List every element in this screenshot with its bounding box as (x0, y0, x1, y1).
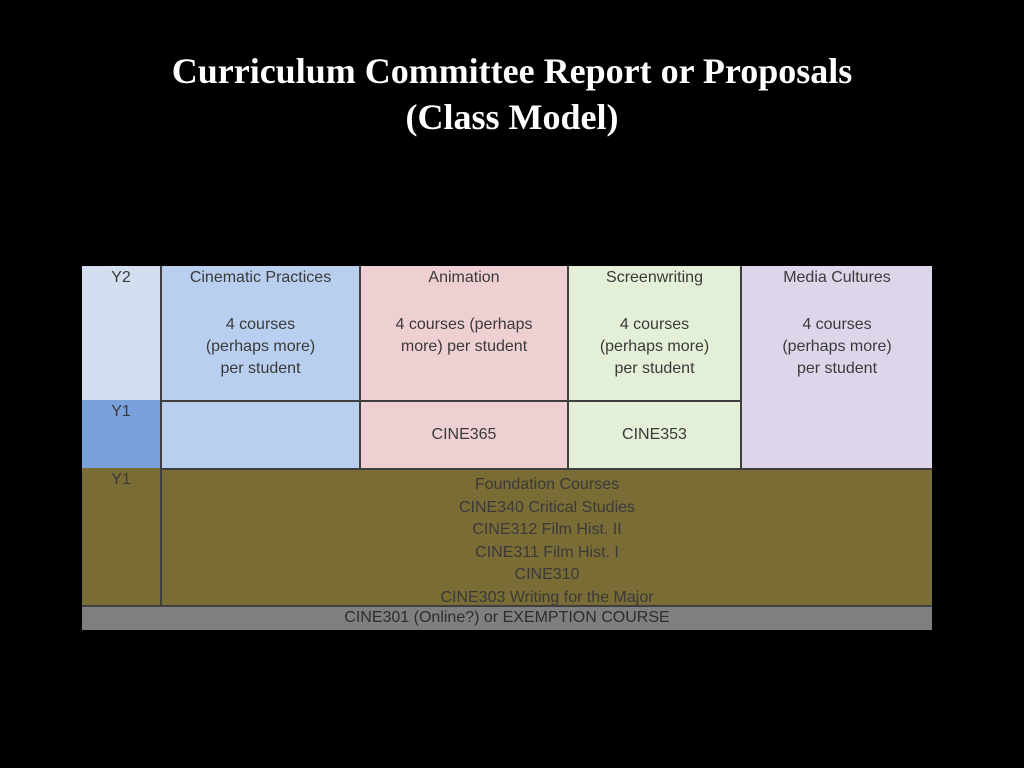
year-cell-y1-upper (82, 400, 160, 468)
track-animation (361, 266, 567, 400)
track-cinematic-practices (162, 266, 359, 400)
track-screenwriting-name: Screenwriting (606, 269, 703, 286)
track-animation-y1 (361, 402, 567, 468)
foundation-course: CINE310 (514, 566, 580, 583)
year-cell-y2 (82, 266, 160, 400)
track-animation-y1-course: CINE365 (431, 426, 497, 443)
foundation-heading: Foundation Courses (474, 476, 620, 493)
foundation-course: CINE312 Film Hist. II (472, 521, 622, 538)
track-cinematic-practices-requirement: 4 courses (perhaps more) per student (205, 316, 316, 377)
divider-y2-y1 (162, 400, 742, 402)
foundation-courses-block (162, 470, 932, 605)
track-animation-name: Animation (428, 269, 500, 286)
track-media-cultures-name: Media Cultures (783, 269, 891, 286)
foundation-course: CINE311 Film Hist. I (475, 543, 619, 561)
track-screenwriting (569, 266, 740, 400)
divider-screenwriting-media (740, 266, 742, 468)
track-animation-requirement: 4 courses (perhaps more) per student (395, 316, 533, 355)
track-cinematic-practices-name: Cinematic Practices (189, 269, 332, 286)
entry-course-label: CINE301 (Online?) or EXEMPTION COURSE (344, 609, 670, 626)
year-label-y1-lower: Y1 (111, 471, 131, 488)
divider-foundation-entry (82, 605, 932, 607)
track-media-cultures (742, 266, 932, 468)
track-media-cultures-requirement: 4 courses (perhaps more) per student (782, 316, 892, 377)
track-screenwriting-requirement: 4 courses (perhaps more) per student (599, 316, 710, 377)
foundation-courses-list (162, 474, 932, 609)
slide-title-line-1: Curriculum Committee Report or Proposals (171, 51, 853, 91)
slide-title (60, 48, 964, 140)
slide-title-line-2: (Class Model) (405, 97, 619, 137)
year-label-y2: Y2 (111, 269, 131, 286)
year-label-y1-upper: Y1 (111, 403, 131, 420)
track-screenwriting-y1-course: CINE353 (622, 426, 687, 443)
foundation-course: CINE303 Writing for the Major (440, 588, 654, 606)
divider-animation-screenwriting (567, 266, 569, 468)
track-cinematic-practices-y1 (162, 402, 359, 468)
divider-cinematic-animation (359, 266, 361, 468)
divider-year-column (160, 266, 162, 605)
track-screenwriting-y1 (569, 402, 740, 468)
foundation-course: CINE340 Critical Studies (458, 498, 636, 516)
curriculum-grid (82, 266, 932, 630)
divider-y1-foundation (162, 468, 932, 470)
entry-course-row (82, 607, 932, 630)
year-cell-y1-lower (82, 468, 160, 605)
